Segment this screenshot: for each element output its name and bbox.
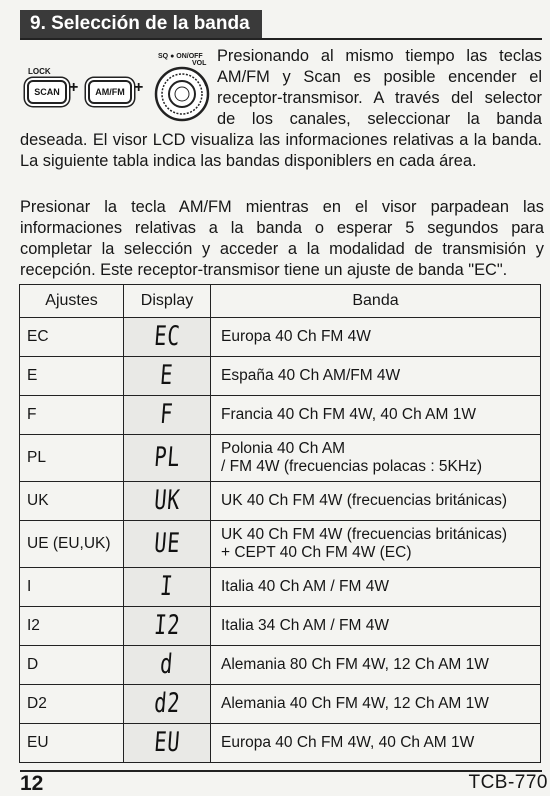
table-row — [20, 684, 541, 723]
lcd-display-cell — [124, 481, 211, 520]
plus-sign: + — [134, 79, 144, 96]
lcd-segment-text: EU — [152, 726, 182, 758]
lcd-segment-text: d2 — [152, 687, 182, 719]
band-table — [19, 284, 541, 763]
lcd-display-cell — [124, 520, 211, 567]
ajuste-cell: I2 — [20, 606, 124, 645]
banda-line: Polonia 40 Ch AM — [221, 440, 346, 458]
key-combination-diagram — [20, 48, 216, 130]
lcd-segment-text: E — [159, 360, 175, 392]
ajuste-cell: D — [20, 645, 124, 684]
column-header-banda: Banda — [211, 285, 541, 318]
intro-line: Presionando al mismo tiempo las teclas — [217, 47, 542, 65]
table-row — [20, 318, 541, 357]
banda-cell: Europa 40 Ch FM 4W, 40 Ch AM 1W — [211, 723, 541, 762]
lcd-segment-text: I2 — [152, 609, 182, 641]
table-row — [20, 435, 541, 482]
lcd-display-cell — [124, 396, 211, 435]
lcd-segment-text: PL — [152, 442, 182, 474]
banda-line: / FM 4W (frecuencias polacas : 5KHz) — [221, 458, 482, 476]
banda-cell — [211, 520, 541, 567]
table-row — [20, 567, 541, 606]
lcd-display-cell — [124, 684, 211, 723]
ajuste-cell: EC — [20, 318, 124, 357]
scan-key-illustration: SCAN — [27, 80, 67, 104]
banda-cell: Alemania 40 Ch FM 4W, 12 Ch AM 1W — [211, 684, 541, 723]
intro-line: receptor-transmisor. A través del selector — [217, 89, 542, 107]
header-rule — [20, 38, 542, 40]
ajuste-cell: F — [20, 396, 124, 435]
banda-cell: Francia 40 Ch FM 4W, 40 Ch AM 1W — [211, 396, 541, 435]
ajuste-cell: D2 — [20, 684, 124, 723]
ajuste-cell: UK — [20, 481, 124, 520]
lcd-display-cell — [124, 357, 211, 396]
knob-labels: SQ ● ON/OFF VOL — [158, 53, 207, 67]
channel-knob-icon — [154, 66, 210, 122]
banda-cell: Alemania 80 Ch FM 4W, 12 Ch AM 1W — [211, 645, 541, 684]
model-name: TCB-770 — [468, 772, 548, 793]
lcd-display-cell — [124, 567, 211, 606]
lcd-segment-text: d — [159, 648, 175, 680]
table-row — [20, 357, 541, 396]
banda-cell: UK 40 Ch FM 4W (frecuencias británicas) — [211, 481, 541, 520]
ajuste-cell: UE (EU,UK) — [20, 520, 124, 567]
intro-paragraph — [217, 46, 542, 130]
banda-cell: España 40 Ch AM/FM 4W — [211, 357, 541, 396]
lcd-display-cell — [124, 435, 211, 482]
table-row — [20, 396, 541, 435]
amfm-key-illustration: AM/FM — [88, 80, 132, 104]
knob-vol-label: VOL — [192, 60, 207, 67]
banda-cell: Europa 40 Ch FM 4W — [211, 318, 541, 357]
instruction-paragraph: Presionar la tecla AM/FM mientras en el visor parpadean las informaciones relativas a la banda o esperar 5 segundos para completar la selección y acceder a la modalidad de transmisión y recepción. Este receptor-transmisor tiene un ajuste de banda "EC". — [20, 198, 544, 279]
lcd-segment-text: F — [159, 399, 175, 431]
banda-cell: Italia 34 Ch AM / FM 4W — [211, 606, 541, 645]
lcd-display-cell — [124, 723, 211, 762]
ajuste-cell: EU — [20, 723, 124, 762]
section-title: 9. Selección de la banda — [20, 10, 262, 38]
ajuste-cell: E — [20, 357, 124, 396]
knob-onoff-label: ON/OFF — [176, 53, 203, 60]
ajuste-cell: PL — [20, 435, 124, 482]
banda-line: UK 40 Ch FM 4W (frecuencias británicas) — [221, 525, 507, 543]
page-number: 12 — [20, 772, 44, 795]
intro-line: AM/FM y Scan es posible encender el — [217, 68, 542, 86]
knob-sq-label: SQ — [158, 53, 169, 60]
table-row — [20, 645, 541, 684]
lock-label: LOCK — [28, 67, 51, 76]
lcd-segment-text: UK — [152, 484, 182, 516]
column-header-ajustes: Ajustes — [20, 285, 124, 318]
column-header-display: Display — [124, 285, 211, 318]
lcd-segment-text: I — [159, 570, 175, 602]
lcd-segment-text: UE — [152, 527, 182, 559]
banda-cell: Italia 40 Ch AM / FM 4W — [211, 567, 541, 606]
table-row — [20, 520, 541, 567]
table-header-row — [20, 285, 541, 318]
intro-paragraph-continued: deseada. El visor LCD visualiza las informaciones relativas a la banda. La siguiente tabla indica las bandas disponiblers en cada área. — [20, 131, 542, 170]
lcd-display-cell — [124, 645, 211, 684]
banda-line: + CEPT 40 Ch FM 4W (EC) — [221, 543, 412, 561]
ajuste-cell: I — [20, 567, 124, 606]
footer-rule — [20, 770, 542, 772]
table-row — [20, 606, 541, 645]
lcd-segment-text: EC — [152, 321, 182, 353]
plus-sign: + — [69, 79, 79, 96]
lcd-display-cell — [124, 318, 211, 357]
banda-cell — [211, 435, 541, 482]
intro-line: de los canales, seleccionar la banda — [217, 110, 542, 128]
lcd-display-cell — [124, 606, 211, 645]
table-row — [20, 723, 541, 762]
table-row — [20, 481, 541, 520]
